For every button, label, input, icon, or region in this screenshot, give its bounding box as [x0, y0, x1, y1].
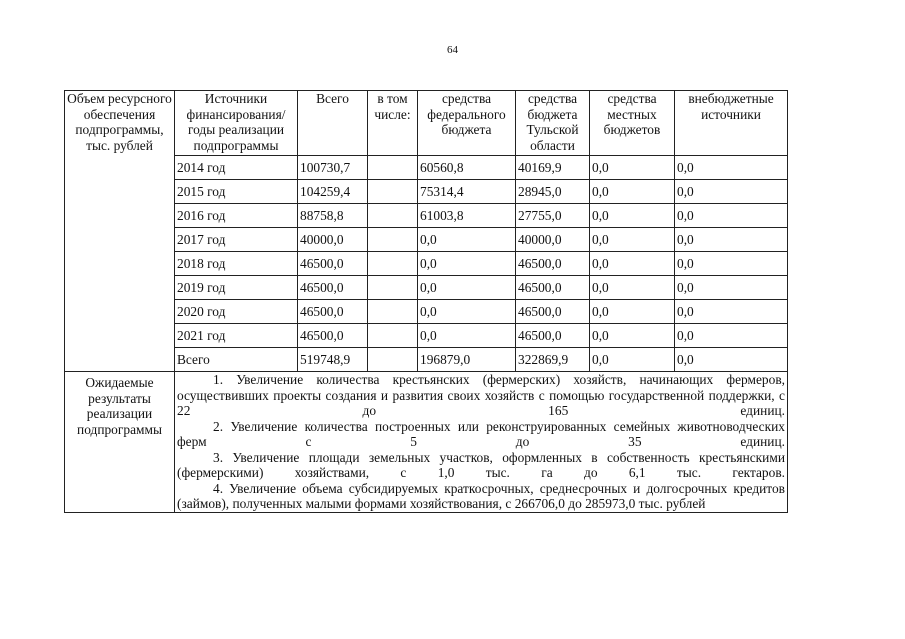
row-regional: 322869,9 — [516, 348, 590, 372]
result-item-2: 2. Увеличение количества построенных или реконструированных семейных животноводческих ферм с 5 до 35 единиц. — [177, 418, 785, 449]
row-extrabudget: 0,0 — [675, 180, 788, 204]
row-extrabudget: 0,0 — [675, 252, 788, 276]
results-row — [65, 372, 788, 513]
resources-label: Объем ресурсного обеспечения подпрограммы, тыс. рублей — [65, 91, 175, 372]
header-row — [65, 91, 788, 156]
row-year: 2016 год — [175, 204, 298, 228]
row-including — [368, 252, 418, 276]
row-year: 2020 год — [175, 300, 298, 324]
row-including — [368, 348, 418, 372]
row-local: 0,0 — [590, 228, 675, 252]
row-year: 2018 год — [175, 252, 298, 276]
row-federal: 0,0 — [418, 228, 516, 252]
header-total: Всего — [298, 91, 368, 156]
row-total: 88758,8 — [298, 204, 368, 228]
row-including — [368, 324, 418, 348]
result-item-4: 4. Увеличение объема субсидируемых краткосрочных, среднесрочных и долгосрочных кредитов (займов), полученных малыми формами хозяйствования, с 266706,0 до 285973,0 тыс. рублей — [177, 480, 785, 511]
row-extrabudget: 0,0 — [675, 348, 788, 372]
row-local: 0,0 — [590, 180, 675, 204]
row-total: 40000,0 — [298, 228, 368, 252]
row-year: 2015 год — [175, 180, 298, 204]
header-federal: средства федерального бюджета — [418, 91, 516, 156]
row-regional: 27755,0 — [516, 204, 590, 228]
row-regional: 40000,0 — [516, 228, 590, 252]
row-year: 2014 год — [175, 156, 298, 180]
row-federal: 60560,8 — [418, 156, 516, 180]
row-year: 2021 год — [175, 324, 298, 348]
row-local: 0,0 — [590, 324, 675, 348]
row-extrabudget: 0,0 — [675, 228, 788, 252]
row-local: 0,0 — [590, 348, 675, 372]
row-including — [368, 276, 418, 300]
header-extrabudget: внебюджетные источники — [675, 91, 788, 156]
row-regional: 46500,0 — [516, 300, 590, 324]
results-label: Ожидаемые результаты реализации подпрограммы — [65, 372, 175, 513]
row-extrabudget: 0,0 — [675, 156, 788, 180]
row-including — [368, 180, 418, 204]
result-item-3: 3. Увеличение площади земельных участков, оформленных в собственность крестьянскими (фермерскими) хозяйствами, с 1,0 тыс. га до 6,1 тыс. гектаров. — [177, 449, 785, 480]
row-regional: 46500,0 — [516, 276, 590, 300]
page-number: 64 — [447, 44, 458, 56]
row-local: 0,0 — [590, 300, 675, 324]
row-federal: 75314,4 — [418, 180, 516, 204]
header-including: в том числе: — [368, 91, 418, 156]
row-federal: 0,0 — [418, 252, 516, 276]
row-extrabudget: 0,0 — [675, 276, 788, 300]
row-total: 46500,0 — [298, 252, 368, 276]
row-year: 2019 год — [175, 276, 298, 300]
row-extrabudget: 0,0 — [675, 204, 788, 228]
row-total: 46500,0 — [298, 300, 368, 324]
row-year: Всего — [175, 348, 298, 372]
row-federal: 0,0 — [418, 300, 516, 324]
row-federal: 196879,0 — [418, 348, 516, 372]
row-local: 0,0 — [590, 156, 675, 180]
row-federal: 61003,8 — [418, 204, 516, 228]
row-federal: 0,0 — [418, 324, 516, 348]
header-regional: средства бюджета Тульской области — [516, 91, 590, 156]
row-year: 2017 год — [175, 228, 298, 252]
row-regional: 28945,0 — [516, 180, 590, 204]
header-local: средства местных бюджетов — [590, 91, 675, 156]
row-including — [368, 204, 418, 228]
row-extrabudget: 0,0 — [675, 300, 788, 324]
row-including — [368, 300, 418, 324]
row-regional: 46500,0 — [516, 324, 590, 348]
row-total: 46500,0 — [298, 324, 368, 348]
row-total: 100730,7 — [298, 156, 368, 180]
passport-table — [64, 90, 788, 513]
row-federal: 0,0 — [418, 276, 516, 300]
results-list — [175, 372, 788, 513]
header-sources: Источники финансирования/ годы реализации подпрограммы — [175, 91, 298, 156]
row-including — [368, 228, 418, 252]
row-total: 104259,4 — [298, 180, 368, 204]
row-total: 46500,0 — [298, 276, 368, 300]
result-item-1: 1. Увеличение количества крестьянских (фермерских) хозяйств, начинающих фермеров, осуществивших проекты создания и развития своих хозяйств с помощью государственной поддержки, с 22 до 165 единиц. — [177, 372, 785, 418]
row-total: 519748,9 — [298, 348, 368, 372]
row-regional: 46500,0 — [516, 252, 590, 276]
row-including — [368, 156, 418, 180]
row-local: 0,0 — [590, 204, 675, 228]
row-extrabudget: 0,0 — [675, 324, 788, 348]
row-local: 0,0 — [590, 252, 675, 276]
row-local: 0,0 — [590, 276, 675, 300]
row-regional: 40169,9 — [516, 156, 590, 180]
